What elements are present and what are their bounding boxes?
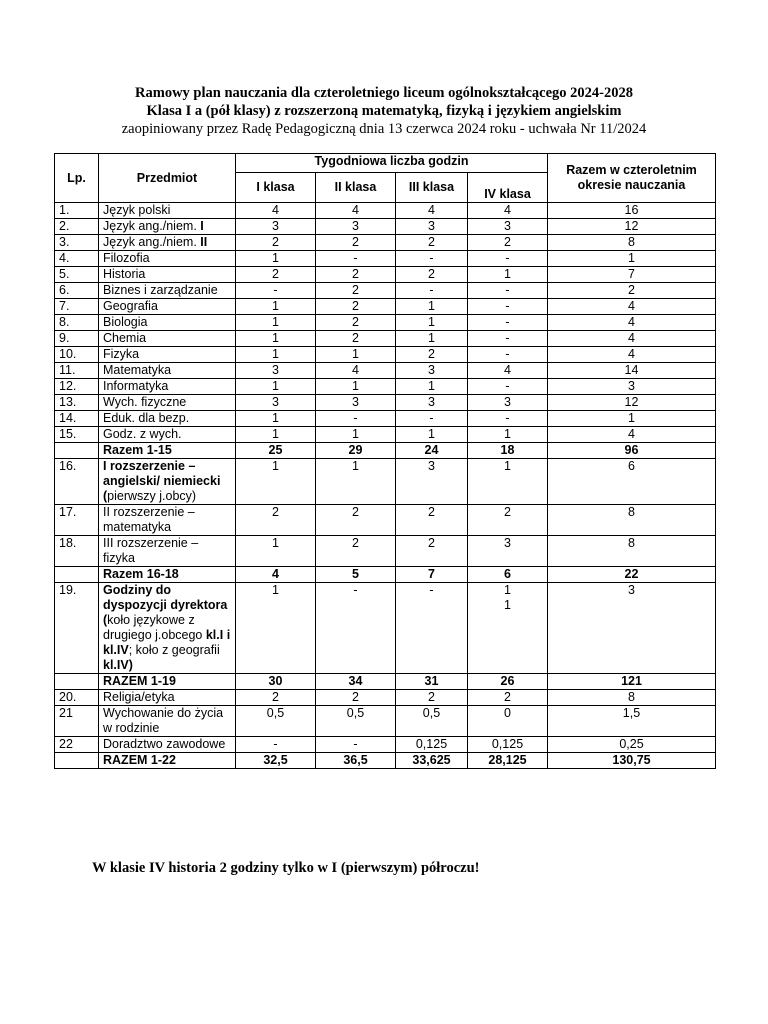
row-hours-class-2: 2 bbox=[316, 283, 396, 299]
document-header bbox=[0, 84, 768, 138]
subtotal-class-3: 7 bbox=[396, 567, 468, 583]
table-row bbox=[55, 505, 716, 536]
subject-text: Język ang./niem. bbox=[103, 219, 201, 233]
subject-number: II bbox=[200, 235, 208, 249]
row-hours-class-4 bbox=[468, 583, 548, 674]
row-lp: 18. bbox=[55, 536, 99, 567]
row-hours-class-4: 1 bbox=[468, 267, 548, 283]
row-lp bbox=[55, 674, 99, 690]
row-hours-class-4: - bbox=[468, 411, 548, 427]
row-hours-class-3: 3 bbox=[396, 219, 468, 235]
table-row bbox=[55, 690, 716, 706]
table-row bbox=[55, 737, 716, 753]
row-hours-class-3: 3 bbox=[396, 363, 468, 379]
header-class-2: II klasa bbox=[316, 173, 396, 203]
row-hours-class-1: 2 bbox=[236, 267, 316, 283]
row-hours-class-1: 1 bbox=[236, 427, 316, 443]
subtotal-class-4: 18 bbox=[468, 443, 548, 459]
header-weekly-hours: Tygodniowa liczba godzin bbox=[236, 154, 548, 173]
row-subject bbox=[99, 235, 236, 251]
row-hours-class-1: 1 bbox=[236, 583, 316, 674]
row-total: 4 bbox=[548, 299, 716, 315]
row-lp: 21 bbox=[55, 706, 99, 737]
table-row bbox=[55, 411, 716, 427]
table-row bbox=[55, 363, 716, 379]
row-hours-class-2: 2 bbox=[316, 505, 396, 536]
subtotal-class-2: 5 bbox=[316, 567, 396, 583]
grand-total-row bbox=[55, 753, 716, 769]
header-lp: Lp. bbox=[55, 154, 99, 203]
row-subject: Język polski bbox=[99, 203, 236, 219]
row-lp: 1. bbox=[55, 203, 99, 219]
row-hours-class-4: 3 bbox=[468, 395, 548, 411]
row-lp: 12. bbox=[55, 379, 99, 395]
row-hours-class-4: - bbox=[468, 331, 548, 347]
row-hours-class-3: 3 bbox=[396, 395, 468, 411]
row-lp: 10. bbox=[55, 347, 99, 363]
row-hours-class-4: 2 bbox=[468, 235, 548, 251]
row-hours-class-3: 4 bbox=[396, 203, 468, 219]
row-total: 7 bbox=[548, 267, 716, 283]
table-row bbox=[55, 283, 716, 299]
subtotal-row bbox=[55, 567, 716, 583]
row-lp: 13. bbox=[55, 395, 99, 411]
table-row bbox=[55, 267, 716, 283]
subtotal-class-1: 4 bbox=[236, 567, 316, 583]
row-total: 0,25 bbox=[548, 737, 716, 753]
subtotal-class-3: 31 bbox=[396, 674, 468, 690]
row-subject: Historia bbox=[99, 267, 236, 283]
history-footnote: W klasie IV historia 2 godziny tylko w I (pierwszym) półroczu! bbox=[92, 860, 480, 876]
row-hours-class-3: 1 bbox=[396, 331, 468, 347]
table-row bbox=[55, 347, 716, 363]
row-total: 1,5 bbox=[548, 706, 716, 737]
header-total: Razem w czteroletnim okresie nauczania bbox=[548, 154, 716, 203]
row-lp: 5. bbox=[55, 267, 99, 283]
row-hours-class-2: 2 bbox=[316, 536, 396, 567]
subtotal-class-1: 25 bbox=[236, 443, 316, 459]
row-hours-class-3: 2 bbox=[396, 267, 468, 283]
row-lp: 6. bbox=[55, 283, 99, 299]
row-hours-class-4: 1 bbox=[468, 459, 548, 505]
row-lp: 2. bbox=[55, 219, 99, 235]
subject-text: pierwszy j.obcy) bbox=[107, 489, 197, 503]
row-total: 16 bbox=[548, 203, 716, 219]
row-hours-class-1: 1 bbox=[236, 331, 316, 347]
subtotal-total: 22 bbox=[548, 567, 716, 583]
table-row bbox=[55, 395, 716, 411]
subject-paren: ( bbox=[103, 489, 108, 503]
table-header-row bbox=[55, 154, 716, 173]
row-hours-class-1: - bbox=[236, 737, 316, 753]
class-4-value-1: 1 bbox=[504, 583, 511, 597]
subject-bold-text: I rozszerzenie – angielski/ niemiecki bbox=[103, 459, 221, 488]
row-lp bbox=[55, 567, 99, 583]
row-hours-class-1: 2 bbox=[236, 235, 316, 251]
table-row bbox=[55, 219, 716, 235]
subject-text-2: ; koło z geografii bbox=[128, 643, 220, 657]
grand-total-class-1: 32,5 bbox=[236, 753, 316, 769]
row-total: 8 bbox=[548, 505, 716, 536]
row-hours-class-1: 1 bbox=[236, 536, 316, 567]
header-class-1: I klasa bbox=[236, 173, 316, 203]
table-row bbox=[55, 459, 716, 505]
row-hours-class-1: 0,5 bbox=[236, 706, 316, 737]
row-hours-class-4: - bbox=[468, 379, 548, 395]
subtotal-label: RAZEM 1-19 bbox=[99, 674, 236, 690]
row-hours-class-3: 1 bbox=[396, 379, 468, 395]
row-hours-class-4: - bbox=[468, 315, 548, 331]
row-total: 1 bbox=[548, 251, 716, 267]
row-lp: 9. bbox=[55, 331, 99, 347]
row-subject: Godz. z wych. bbox=[99, 427, 236, 443]
header-subject: Przedmiot bbox=[99, 154, 236, 203]
subtotal-row bbox=[55, 443, 716, 459]
row-subject: Matematyka bbox=[99, 363, 236, 379]
row-lp: 7. bbox=[55, 299, 99, 315]
row-hours-class-2: 3 bbox=[316, 395, 396, 411]
row-hours-class-2: 1 bbox=[316, 427, 396, 443]
row-total: 3 bbox=[548, 379, 716, 395]
row-subject: Chemia bbox=[99, 331, 236, 347]
row-hours-class-4: 2 bbox=[468, 690, 548, 706]
row-total: 4 bbox=[548, 347, 716, 363]
row-lp: 3. bbox=[55, 235, 99, 251]
row-subject: III rozszerzenie – fizyka bbox=[99, 536, 236, 567]
row-hours-class-2: 1 bbox=[316, 347, 396, 363]
subtotal-class-3: 24 bbox=[396, 443, 468, 459]
row-hours-class-1: 3 bbox=[236, 395, 316, 411]
row-hours-class-1: 4 bbox=[236, 203, 316, 219]
row-hours-class-3: 1 bbox=[396, 315, 468, 331]
subject-classes-2: kl.IV) bbox=[103, 658, 133, 672]
row-hours-class-2: - bbox=[316, 583, 396, 674]
row-hours-class-4: - bbox=[468, 299, 548, 315]
table-row bbox=[55, 315, 716, 331]
row-hours-class-2: 4 bbox=[316, 363, 396, 379]
row-hours-class-2: 2 bbox=[316, 690, 396, 706]
subtotal-class-2: 34 bbox=[316, 674, 396, 690]
row-hours-class-1: 1 bbox=[236, 251, 316, 267]
row-total: 8 bbox=[548, 235, 716, 251]
row-lp: 8. bbox=[55, 315, 99, 331]
row-subject: II rozszerzenie – matematyka bbox=[99, 505, 236, 536]
row-hours-class-3: - bbox=[396, 583, 468, 674]
subject-number: I bbox=[200, 219, 204, 233]
row-lp: 15. bbox=[55, 427, 99, 443]
row-total: 6 bbox=[548, 459, 716, 505]
row-hours-class-2: 0,5 bbox=[316, 706, 396, 737]
row-lp: 22 bbox=[55, 737, 99, 753]
row-lp: 11. bbox=[55, 363, 99, 379]
row-hours-class-2: - bbox=[316, 737, 396, 753]
row-hours-class-1: 1 bbox=[236, 379, 316, 395]
subtotal-class-4: 26 bbox=[468, 674, 548, 690]
row-hours-class-1: - bbox=[236, 283, 316, 299]
row-hours-class-1: 1 bbox=[236, 347, 316, 363]
row-total: 14 bbox=[548, 363, 716, 379]
grand-total-total: 130,75 bbox=[548, 753, 716, 769]
row-hours-class-2: 2 bbox=[316, 235, 396, 251]
table-row bbox=[55, 299, 716, 315]
approval-note: zaopiniowany przez Radę Pedagogiczną dnia 13 czerwca 2024 roku - uchwała Nr 11/2024 bbox=[121, 121, 647, 137]
header-class-3: III klasa bbox=[396, 173, 468, 203]
table-row bbox=[55, 583, 716, 674]
grand-total-class-4: 28,125 bbox=[468, 753, 548, 769]
row-subject: Geografia bbox=[99, 299, 236, 315]
subject-bold-text: Godziny do dyspozycji dyrektora ( bbox=[103, 583, 228, 627]
row-hours-class-3: 1 bbox=[396, 427, 468, 443]
row-hours-class-2: 1 bbox=[316, 459, 396, 505]
header-class-4: IV klasa bbox=[468, 173, 548, 203]
row-hours-class-3: - bbox=[396, 411, 468, 427]
subtotal-total: 121 bbox=[548, 674, 716, 690]
row-hours-class-3: - bbox=[396, 283, 468, 299]
row-total: 12 bbox=[548, 395, 716, 411]
row-hours-class-4: 0 bbox=[468, 706, 548, 737]
row-subject: Eduk. dla bezp. bbox=[99, 411, 236, 427]
row-hours-class-2: 2 bbox=[316, 267, 396, 283]
row-subject: Religia/etyka bbox=[99, 690, 236, 706]
row-hours-class-2: 3 bbox=[316, 219, 396, 235]
subtotal-label: Razem 16-18 bbox=[99, 567, 236, 583]
row-hours-class-4: 1 bbox=[468, 427, 548, 443]
row-hours-class-4: - bbox=[468, 347, 548, 363]
row-hours-class-1: 3 bbox=[236, 219, 316, 235]
class-4-value-2: 1 bbox=[504, 598, 511, 612]
row-subject bbox=[99, 219, 236, 235]
row-hours-class-1: 1 bbox=[236, 411, 316, 427]
table-row bbox=[55, 331, 716, 347]
row-hours-class-4: 3 bbox=[468, 219, 548, 235]
grand-total-class-3: 33,625 bbox=[396, 753, 468, 769]
row-hours-class-1: 1 bbox=[236, 459, 316, 505]
row-total: 1 bbox=[548, 411, 716, 427]
row-lp bbox=[55, 443, 99, 459]
table-row bbox=[55, 235, 716, 251]
table-row bbox=[55, 706, 716, 737]
row-hours-class-3: 2 bbox=[396, 505, 468, 536]
subject-text: koło językowe z drugiego j.obcego bbox=[103, 613, 206, 642]
row-hours-class-4: 2 bbox=[468, 505, 548, 536]
row-lp bbox=[55, 753, 99, 769]
row-hours-class-3: 3 bbox=[396, 459, 468, 505]
row-hours-class-3: 2 bbox=[396, 235, 468, 251]
row-hours-class-2: 2 bbox=[316, 299, 396, 315]
row-subject: Biologia bbox=[99, 315, 236, 331]
row-hours-class-1: 1 bbox=[236, 299, 316, 315]
row-lp: 17. bbox=[55, 505, 99, 536]
row-subject bbox=[99, 459, 236, 505]
table-row bbox=[55, 251, 716, 267]
subject-text: Język ang./niem. bbox=[103, 235, 201, 249]
row-hours-class-4: 3 bbox=[468, 536, 548, 567]
row-hours-class-4: - bbox=[468, 283, 548, 299]
subtotal-total: 96 bbox=[548, 443, 716, 459]
row-lp: 20. bbox=[55, 690, 99, 706]
subtotal-class-4: 6 bbox=[468, 567, 548, 583]
row-hours-class-3: 1 bbox=[396, 299, 468, 315]
row-hours-class-3: 2 bbox=[396, 536, 468, 567]
row-hours-class-1: 2 bbox=[236, 505, 316, 536]
table-row bbox=[55, 536, 716, 567]
row-hours-class-4: - bbox=[468, 251, 548, 267]
row-hours-class-4: 0,125 bbox=[468, 737, 548, 753]
grand-total-label: RAZEM 1-22 bbox=[99, 753, 236, 769]
row-hours-class-1: 2 bbox=[236, 690, 316, 706]
row-hours-class-2: 2 bbox=[316, 315, 396, 331]
row-hours-class-3: 0,5 bbox=[396, 706, 468, 737]
row-total: 8 bbox=[548, 536, 716, 567]
row-hours-class-2: 4 bbox=[316, 203, 396, 219]
row-total: 3 bbox=[548, 583, 716, 674]
row-hours-class-1: 3 bbox=[236, 363, 316, 379]
subtotal-class-2: 29 bbox=[316, 443, 396, 459]
row-subject: Filozofia bbox=[99, 251, 236, 267]
curriculum-table bbox=[54, 153, 716, 769]
row-hours-class-2: 1 bbox=[316, 379, 396, 395]
row-hours-class-3: - bbox=[396, 251, 468, 267]
subtotal-label: Razem 1-15 bbox=[99, 443, 236, 459]
row-lp: 16. bbox=[55, 459, 99, 505]
row-subject: Informatyka bbox=[99, 379, 236, 395]
table-row bbox=[55, 203, 716, 219]
row-hours-class-2: - bbox=[316, 251, 396, 267]
row-total: 4 bbox=[548, 315, 716, 331]
row-hours-class-3: 2 bbox=[396, 347, 468, 363]
row-total: 4 bbox=[548, 331, 716, 347]
table-row bbox=[55, 427, 716, 443]
table-row bbox=[55, 379, 716, 395]
row-subject: Biznes i zarządzanie bbox=[99, 283, 236, 299]
row-subject bbox=[99, 583, 236, 674]
subtotal-row bbox=[55, 674, 716, 690]
subtotal-class-1: 30 bbox=[236, 674, 316, 690]
row-lp: 14. bbox=[55, 411, 99, 427]
row-subject: Wychowanie do życia w rodzinie bbox=[99, 706, 236, 737]
row-hours-class-2: - bbox=[316, 411, 396, 427]
row-total: 8 bbox=[548, 690, 716, 706]
class-profile-subtitle: Klasa I a (pół klasy) z rozszerzoną matematyką, fizyką i językiem angielskim bbox=[146, 103, 622, 119]
row-hours-class-3: 2 bbox=[396, 690, 468, 706]
grand-total-class-2: 36,5 bbox=[316, 753, 396, 769]
row-subject: Doradztwo zawodowe bbox=[99, 737, 236, 753]
row-hours-class-2: 2 bbox=[316, 331, 396, 347]
row-subject: Wych. fizyczne bbox=[99, 395, 236, 411]
row-hours-class-1: 1 bbox=[236, 315, 316, 331]
row-hours-class-4: 4 bbox=[468, 363, 548, 379]
document-title: Ramowy plan nauczania dla czteroletniego liceum ogólnokształcącego 2024-2028 bbox=[135, 85, 633, 101]
row-lp: 4. bbox=[55, 251, 99, 267]
row-total: 2 bbox=[548, 283, 716, 299]
row-total: 4 bbox=[548, 427, 716, 443]
row-subject: Fizyka bbox=[99, 347, 236, 363]
row-hours-class-3: 0,125 bbox=[396, 737, 468, 753]
row-lp: 19. bbox=[55, 583, 99, 674]
row-hours-class-4: 4 bbox=[468, 203, 548, 219]
subject-classes: kl.I i kl.IV bbox=[103, 628, 231, 657]
row-total: 12 bbox=[548, 219, 716, 235]
